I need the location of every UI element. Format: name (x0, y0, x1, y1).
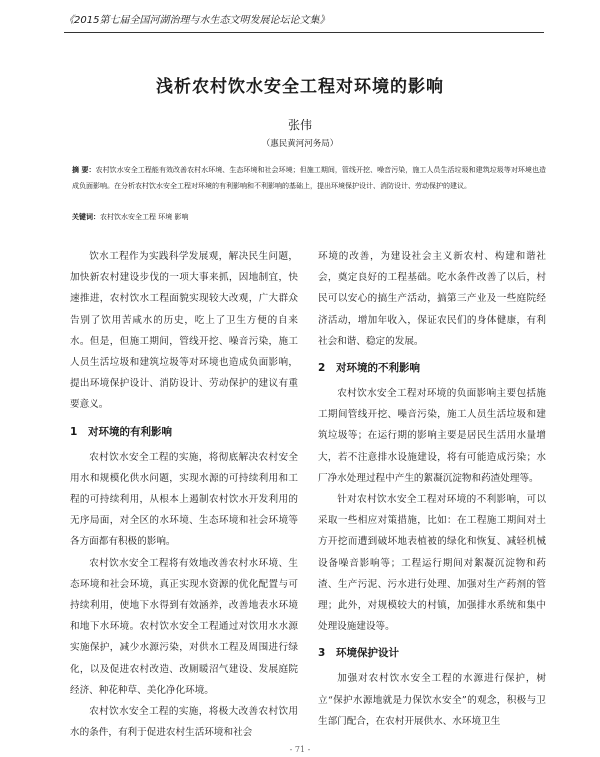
section-title: 环境保护设计 (336, 647, 399, 660)
body-paragraph: 农村饮水安全工程的实施，将彻底解决农村安全用水和规模化供水问题，实现水源的可持续利用和工程的可持续利用，从根本上遏制农村饮水开发利用的无序局面，对全区的水环境、生态环境和社会环境等各方面都有积极的影响。 (70, 451, 298, 548)
keywords-text: 农村饮水安全工程 环境 影响 (100, 213, 189, 221)
intro-paragraph: 饮水工程作为实践科学发展观，解决民生问题，加快新农村建设步伐的一项大事来抓，因地制宜，快速推进，农村饮水工程面貌实现较大改观，广大群众告别了饮用苦咸水的历史，吃上了卫生方便的自来水。但是，但施工期间，管线开挖、噪音污染，施工人员生活垃圾和建筑垃圾等对环境也造成负面影响，提出环境保护设计、消防设计、劳动保护的建议有重要意义。 (70, 251, 298, 411)
body-paragraph: 加强对农村饮水安全工程的水源进行保护，树立“保护水源地就是力保饮水安全”的观念，积极与卫生部门配合，在农村开展供水、水环境卫生 (318, 673, 546, 727)
author-name: 张伟 (287, 118, 312, 132)
body-paragraph-continued: 环境的改善，为建设社会主义新农村、构建和谐社会，奠定良好的工程基础。吃水条件改善了以后，村民可以安心的搞生产活动，搞第三产业及一些庭院经济活动，增加年收入，保证农民们的身体健康，有利社会和谐、稳定的发展。 (318, 251, 546, 347)
section-heading-1 (70, 423, 298, 441)
section-number: 1 (70, 425, 78, 438)
abstract-label: 摘 要： (72, 166, 96, 174)
abstract-text: 农村饮水安全工程能有效改善农村水环境、生态环境和社会环境；但施工期间，管线开挖、噪音污染，施工人员生活垃圾和建筑垃圾等对环境也造成负面影响。在分析农村饮水安全工程对环境的有利影响和不利影响的基础上，提出环境保护设计、消防设计、劳动保护的建议。 (72, 166, 547, 190)
page-number: - 71 - (289, 745, 311, 754)
left-column (70, 246, 298, 743)
body-paragraph: 农村饮水安全工程对环境的负面影响主要包括施工期间管线开挖、噪音污染，施工人员生活垃圾和建筑垃圾等；在运行期的影响主要是居民生活用水量增大，若不注意排水设施建设，将有可能造成污染；水厂净水处理过程中产生的絮凝沉淀物和药渣处理等。 (318, 388, 546, 484)
section-title: 对环境的不利影响 (336, 362, 420, 375)
body-paragraph: 农村饮水安全工程将有效地改善农村水环境、生态环境和社会环境，真正实现水资源的优化配置与可持续利用，使地下水得到有效涵养，改善地表水环境和地下水环境。农村饮水安全工程通过对饮用水水源实施保护，减少水源污染，对供水工程及周围进行绿化，以及促进农村改造、改厕暖沼气建设、发展庭院经济、种花种草、美化净化环境。 (70, 557, 298, 696)
section-heading-3 (318, 644, 546, 662)
section-heading-2 (318, 359, 546, 377)
paper-title: 浅析农村饮水安全工程对环境的影响 (156, 77, 444, 97)
body-paragraph: 农村饮水安全工程的实施，将极大改善农村饮用水的条件，有利于促进农村生活环境和社会 (70, 706, 298, 739)
keywords-label: 关键词： (72, 213, 100, 221)
section-number: 3 (318, 647, 326, 660)
section-title: 对环境的有利影响 (88, 425, 172, 438)
running-header-title: 《2015第七届全国河湖治理与水生态文明发展论坛论文集》 (64, 15, 330, 26)
author-affiliation: （惠民黄河河务局） (261, 139, 339, 149)
running-header (64, 12, 544, 33)
section-number: 2 (318, 362, 326, 375)
right-column (318, 246, 546, 732)
keywords (72, 212, 546, 222)
abstract (72, 162, 546, 194)
body-paragraph: 针对农村饮水安全工程对环境的不利影响，可以采取一些相应对策措施，比如：在工程施工期间对土方开挖而遭到破坏地表植被的绿化和恢复、减轻机械设备噪音影响等；工程运行期间对絮凝沉淀物和药渣、生产污泥、污水进行处理、加强对生产药剂的管理；此外，对规模较大的村镇，加强排水系统和集中处理设施建设等。 (318, 494, 546, 633)
